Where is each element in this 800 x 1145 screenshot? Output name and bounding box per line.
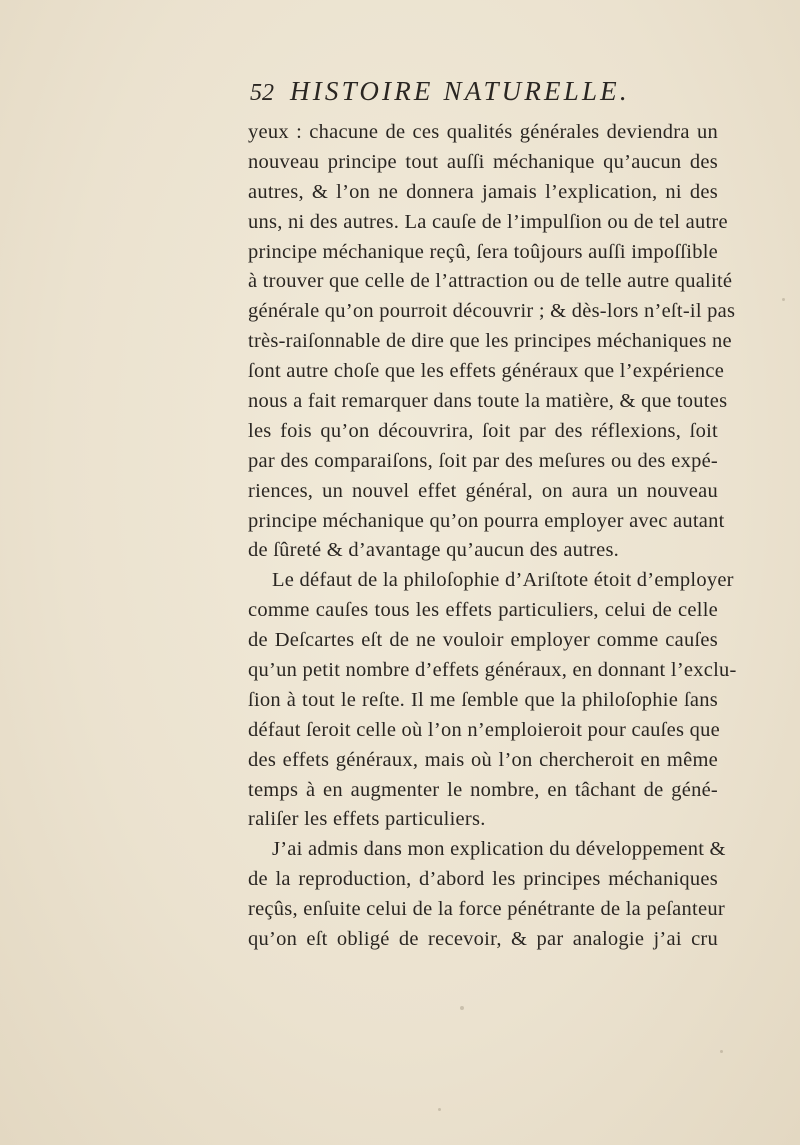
- text-line: très-raiſonnable de dire que les principes méchaniques ne: [248, 330, 732, 353]
- text-line: raliſer les effets particuliers.: [248, 808, 486, 831]
- text-line: qu’un petit nombre d’effets généraux, en donnant l’exclu-: [248, 659, 737, 682]
- text-line: de la reproduction, d’abord les principes méchaniques: [248, 868, 718, 891]
- text-line: temps à en augmenter le nombre, en tâchant de géné-: [248, 778, 718, 801]
- text-line: comme cauſes tous les effets particuliers, celui de celle: [248, 599, 718, 622]
- paper-speck: [782, 298, 785, 301]
- text-line: défaut ſeroit celle où l’on n’emploieroit pour cauſes que: [248, 718, 720, 741]
- text-line: autres, & l’on ne donnera jamais l’explication, ni des: [248, 180, 718, 203]
- page-number: 52: [250, 80, 274, 106]
- text-line: nouveau principe tout auſſi méchanique qu’aucun des: [248, 150, 718, 173]
- body-text: [248, 118, 737, 955]
- text-line: par des comparaiſons, ſoit par des meſures ou des expé-: [248, 449, 718, 472]
- text-line: qu’on eſt obligé de recevoir, & par analogie j’ai cru: [248, 928, 718, 951]
- text-line: yeux : chacune de ces qualités générales deviendra un: [248, 121, 718, 143]
- text-line: de ſûreté & d’avantage qu’aucun des autres.: [248, 539, 620, 562]
- running-head: [250, 76, 670, 112]
- paper-speck: [438, 1108, 441, 1111]
- text-line: des effets généraux, mais où l’on chercheroit en même: [248, 748, 718, 771]
- paper-speck: [720, 1050, 723, 1053]
- text-line: uns, ni des autres. La cauſe de l’impulſion ou de tel autre: [248, 210, 728, 233]
- text-line: J’ai admis dans mon explication du développement &: [272, 838, 726, 861]
- text-line: les fois qu’on découvrira, ſoit par des réflexions, ſoit: [248, 419, 718, 442]
- text-line: ſont autre choſe que les effets généraux que l’expérience: [248, 360, 725, 383]
- text-line: Le défaut de la philoſophie d’Ariſtote étoit d’employer: [272, 569, 734, 592]
- text-line: principe méchanique qu’on pourra employer avec autant: [248, 509, 725, 532]
- text-line: principe méchanique reçû, ſera toûjours auſſi impoſſible: [248, 240, 718, 263]
- text-line: générale qu’on pourroit découvrir ; & dès-lors n’eſt-il pas: [248, 300, 736, 323]
- text-line: nous a fait remarquer dans toute la matière, & que toutes: [248, 390, 728, 413]
- text-line: riences, un nouvel effet général, on aura un nouveau: [248, 479, 718, 502]
- text-line: à trouver que celle de l’attraction ou de telle autre qualité: [248, 270, 733, 293]
- running-title: HISTOIRE NATURELLE.: [290, 76, 630, 106]
- paper-speck: [460, 1006, 464, 1010]
- text-line: reçûs, enſuite celui de la force pénétrante de la peſanteur: [248, 898, 725, 921]
- text-line: ſion à tout le reſte. Il me ſemble que la philoſophie ſans: [248, 688, 718, 711]
- text-line: de Deſcartes eſt de ne vouloir employer comme cauſes: [248, 629, 718, 652]
